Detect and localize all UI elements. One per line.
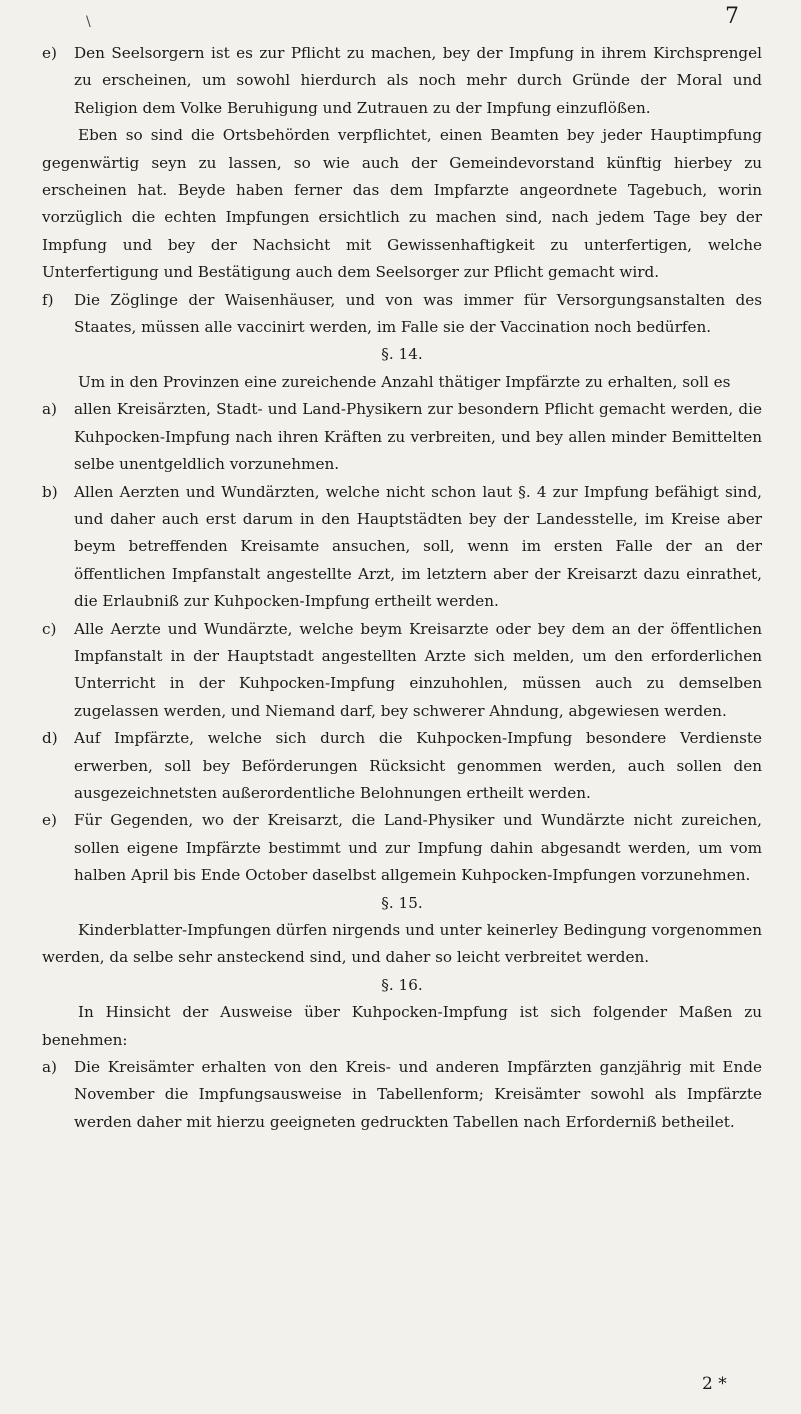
paragraph: Eben so sind die Ortsbehörden verpflichtet, einen Beamten bey jeder Hauptimpfung gegenwärtig seyn zu lassen, so wie auch der Gemeindevorstand künftig hierbey zu erscheinen hat. Beyde haben ferner das dem Impfarzte angeordnete Tagebuch, worin vorzüglich die echten Impfungen ersichtlich zu machen sind, nach jedem Tage bey der Impfung und bey der Nachsicht mit Gewissenhaftigkeit zu unterfertigen, welche Unterfertigung und Bestätigung auch dem Seelsorger zur Pflicht gemacht wird.: [42, 126, 762, 282]
item-label: a): [42, 400, 57, 419]
item-text: allen Kreisärzten, Stadt- und Land-Physikern zur besondern Pflicht gemacht werden, die Kuhpocken-Impfung nach ihren Kräften zu verbreiten, und bey allen minder Bemittelten selbe unentgeldlich vorzunehmen.: [74, 400, 762, 474]
item-label: c): [42, 619, 57, 638]
paragraph: Um in den Provinzen eine zureichende Anzahl thätiger Impfärzte zu erhalten, soll es: [78, 372, 731, 391]
item-text: Die Kreisämter erhalten von den Kreis- und anderen Impfärzten ganzjährig mit Ende November die Impfungsausweise in Tabellenform; Kreisämter sowohl als Impfärzte werden daher mit hierzu geeigneten gedruckten Tabellen nach Erforderniß betheilet.: [74, 1058, 762, 1131]
page-number: 7: [725, 4, 739, 29]
list-item: [42, 807, 762, 889]
item-label: d): [42, 729, 58, 748]
section-heading: §. 16.: [381, 975, 423, 994]
item-label: e): [42, 44, 57, 62]
paragraph: In Hinsicht der Ausweise über Kuhpocken-Impfung ist sich folgender Maßen zu benehmen:: [42, 1003, 762, 1049]
item-text: Die Zöglinge der Waisenhäuser, und von was immer für Versorgungsanstalten des Staates, müssen alle vaccinirt werden, im Falle sie der Vaccination noch bedürfen.: [74, 290, 762, 337]
item-label: a): [42, 1058, 57, 1077]
signature-mark: 2 *: [702, 1374, 727, 1394]
paragraph: Kinderblatter-Impfungen dürfen nirgends und unter keinerley Bedingung vorgenommen werden, da selbe sehr ansteckend sind, und daher so leicht verbreitet werden.: [42, 921, 762, 967]
item-label: f): [42, 290, 54, 309]
item-label: b): [42, 482, 58, 501]
item-text: Den Seelsorgern ist es zur Pflicht zu machen, bey der Impfung in ihrem Kirchsprengel zu erscheinen, um sowohl hierdurch als noch mehr durch Gründe der Moral und Religion dem Volke Beruhigung und Zutrauen zu der Impfung einzuflößen.: [74, 44, 762, 117]
list-item: [42, 40, 762, 122]
item-label: e): [42, 811, 57, 830]
item-text: Auf Impfärzte, welche sich durch die Kuhpocken-Impfung besondere Verdienste erwerben, soll bey Beförderungen Rücksicht genommen werden, auch sollen den ausgezeichnetsten außerordentliche Belohnungen ertheilt werden.: [74, 729, 762, 802]
list-item: [42, 396, 762, 478]
section-heading: §. 14.: [381, 345, 423, 364]
section-heading: §. 15.: [381, 893, 423, 912]
document-body: [42, 40, 762, 1136]
item-text: Alle Aerzte und Wundärzte, welche beym Kreisarzte oder bey dem an der öffentlichen Impfanstalt in der Hauptstadt angestellten Arzte sich melden, um den erforderlichen Unterricht in der Kuhpocken-Impfung einzuhohlen, müssen auch zu demselben zugelassen werden, und Niemand darf, bey schwerer Ahndung, abgewiesen werden.: [74, 619, 762, 720]
list-item: [42, 725, 762, 807]
list-item: [42, 1054, 762, 1136]
list-item: [42, 616, 762, 726]
item-text: Allen Aerzten und Wundärzten, welche nicht schon laut §. 4 zur Impfung befähigt sind, und daher auch erst darum in den Hauptstädten bey der Landesstelle, im Kreise aber beym betreffenden Kreisamte ansuchen, soll, wenn im ersten Falle der an der öffentlichen Impfanstalt angestellte Arzt, im letztern aber der Kreisarzt dazu einrathet, die Erlaubniß zur Kuhpocken-Impfung ertheilt werden.: [74, 482, 762, 611]
list-item: [42, 287, 762, 342]
list-item: [42, 479, 762, 616]
item-text: Für Gegenden, wo der Kreisarzt, die Land-Physiker und Wundärzte nicht zureichen, sollen eigene Impfärzte bestimmt und zur Impfung dahin abgesandt werden, um vom halben April bis Ende October daselbst allgemein Kuhpocken-Impfungen vorzunehmen.: [74, 811, 762, 885]
margin-mark: \: [86, 14, 91, 30]
